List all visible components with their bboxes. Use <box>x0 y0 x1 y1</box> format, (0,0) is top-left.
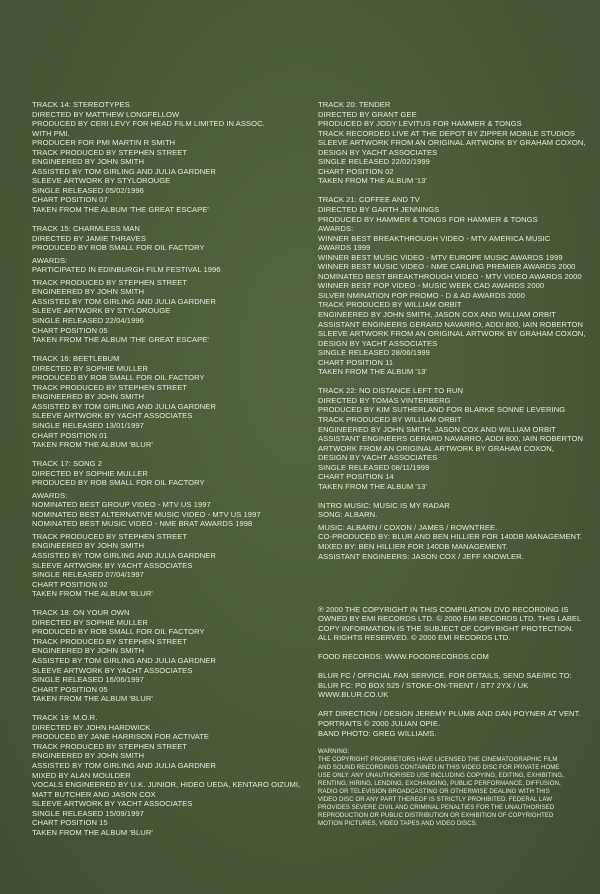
credit-line: TRACK PRODUCED BY STEPHEN STREET <box>32 147 188 157</box>
credit-line: TAKEN FROM THE ALBUM 'BLUR' <box>32 827 153 837</box>
credit-line: ASSISTED BY TOM GIRLING AND JULIA GARDNER <box>32 551 216 561</box>
credit-line: PROVIDES SEVERE CIVIL AND CRIMINAL PENALTIES FOR THE UNAUTHORISED <box>318 804 555 812</box>
legal-info-block <box>318 605 588 643</box>
credit-line: DIRECTED BY SOPHIE MULLER <box>32 363 148 373</box>
credit-line: DIRECTED BY MATTHEW LONGFELLOW <box>32 109 180 119</box>
credit-line: TAKEN FROM THE ALBUM 'THE GREAT ESCAPE' <box>32 205 209 215</box>
credit-line: RENTING, HIRING, LENDING, EXCHANGING, PUBLIC PERFORMANCE, DIFFUSION, <box>318 780 561 787</box>
credit-line: TRACK 22: NO DISTANCE LEFT TO RUN <box>318 386 463 396</box>
credit-line: ENGINEERED BY JOHN SMITH, JASON COX AND WILLIAM ORBIT <box>318 424 556 434</box>
credit-line: THE COPYRIGHT PROPRIETORS HAVE LICENSED THE CINEMATOGRAPHIC FILM <box>318 755 558 763</box>
credit-line: TRACK 21: COFFEE AND TV <box>318 195 420 205</box>
credit-line: CHART POSITION 15 <box>32 818 108 828</box>
credit-line: SINGLE RELEASED 13/01/1997 <box>32 420 144 430</box>
credit-line: TRACK PRODUCED BY STEPHEN STREET <box>32 741 188 751</box>
credit-line: WWW.BLUR.CO.UK <box>318 690 389 700</box>
track-credit-block <box>32 608 294 703</box>
track-credit-block <box>32 224 294 345</box>
credit-line: TRACK 19: M.O.R. <box>32 713 98 723</box>
credit-line: DIRECTED BY GARTH JENNINGS <box>318 204 440 214</box>
credit-line: NOMINATED BEST BREAKTHROUGH VIDEO - MTV VIDEO AWARDS 2000 <box>318 271 582 281</box>
credit-line: OWNED BY EMI RECORDS LTD. © 2000 EMI RECORDS LTD. THIS LABEL <box>318 614 582 624</box>
credit-line: TRACK PRODUCED BY WILLIAM ORBIT <box>318 300 462 310</box>
credit-line: TAKEN FROM THE ALBUM 'THE GREAT ESCAPE' <box>32 335 209 345</box>
credit-line: MIXED BY ALAN MOULDER <box>32 770 131 780</box>
legal-info-block <box>318 652 588 662</box>
credit-line: VIDEO DISC OR ANY PART THEREOF IS STRICTLY PROHIBITED. FEDERAL LAW <box>318 796 553 804</box>
credit-line: VOCALS ENGINEERED BY U.K. JUNIOR, HIDEO UEDA, KENTARO OIZUMI, <box>32 780 301 790</box>
credit-line: AWARDS: <box>32 255 68 265</box>
credit-line: ASSISTED BY TOM GIRLING AND JULIA GARDNER <box>32 401 216 411</box>
credit-line: TAKEN FROM THE ALBUM '13' <box>318 367 427 377</box>
credit-line: NOMINATED BEST ALTERNATIVE MUSIC VIDEO - MTV US 1997 <box>32 509 261 519</box>
credit-line: PRODUCED BY ROB SMALL FOR OIL FACTORY <box>32 373 205 383</box>
credit-line: TAKEN FROM THE ALBUM '13' <box>318 481 427 491</box>
credit-line: PRODUCED BY ROB SMALL FOR OIL FACTORY <box>32 478 205 488</box>
credit-line: CHART POSITION 05 <box>32 684 108 694</box>
credit-line: SINGLE RELEASED 15/09/1997 <box>32 808 144 818</box>
credit-line: PRODUCED BY CERI LEVY FOR HEAD FILM LIMITED IN ASSOC. <box>32 119 265 129</box>
credit-line: ALL RIGHTS RESERVED. © 2000 EMI RECORDS LTD. <box>318 633 511 643</box>
credit-line: DIRECTED BY SOPHIE MULLER <box>32 617 148 627</box>
credit-line: NOMINATED BEST GROUP VIDEO - MTV US 1997 <box>32 500 211 510</box>
track-credit-block <box>318 100 588 186</box>
credit-line: PARTICIPATED IN EDINBURGH FILM FESTIVAL 1996 <box>32 265 221 275</box>
credit-line: ARTWORK FROM AN ORIGINAL ARTWORK BY GRAHAM COXON, <box>318 443 554 453</box>
credit-line: ASSISTED BY TOM GIRLING AND JULIA GARDNER <box>32 655 216 665</box>
credit-line: TRACK PRODUCED BY STEPHEN STREET <box>32 382 188 392</box>
credit-line: DIRECTED BY JOHN HARDWICK <box>32 722 151 732</box>
credit-line: ENGINEERED BY JOHN SMITH <box>32 541 145 551</box>
credit-line: PORTRAITS © 2000 JULIAN OPIE. <box>318 719 441 729</box>
credit-line: PRODUCED BY ROB SMALL FOR OIL FACTORY <box>32 243 205 253</box>
credit-line: BLUR FC: PO BOX 525 / STOKE-ON-TRENT / ST7 2YX / UK <box>318 680 529 690</box>
credit-line: SLEEVE ARTWORK BY YACHT ASSOCIATES <box>32 560 193 570</box>
credit-line: TRACK PRODUCED BY STEPHEN STREET <box>32 277 188 287</box>
credit-line: CHART POSITION 02 <box>32 579 108 589</box>
track-credit-block <box>32 354 294 449</box>
copyright-warning <box>318 748 588 829</box>
credit-line: TRACK 20: TENDER <box>318 100 391 109</box>
credit-line: DESIGN BY YACHT ASSOCIATES <box>318 453 438 463</box>
credit-line: ℗ 2000 THE COPYRIGHT IN THIS COMPILATION DVD RECORDING IS <box>318 604 569 614</box>
track-credit-block <box>32 100 294 215</box>
credit-line: TRACK 15: CHARMLESS MAN <box>32 224 140 234</box>
credit-line: WINNER BEST BREAKTHROUGH VIDEO - MTV AMERICA MUSIC <box>318 233 551 243</box>
credit-line: CHART POSITION 14 <box>318 472 394 482</box>
legal-info-block <box>318 709 588 738</box>
credit-line: TRACK PRODUCED BY STEPHEN STREET <box>32 636 188 646</box>
credit-line: ART DIRECTION / DESIGN JEREMY PLUMB AND DAN POYNER AT VENT. <box>318 709 581 719</box>
credit-line: DIRECTED BY SOPHIE MULLER <box>32 468 148 478</box>
credit-line: INTRO MUSIC: MUSIC IS MY RADAR <box>318 500 450 510</box>
credit-line: ENGINEERED BY JOHN SMITH <box>32 392 145 402</box>
credit-line: PRODUCED BY HAMMER & TONGS FOR HAMMER & TONGS <box>318 214 538 224</box>
track-credit-block <box>32 459 294 599</box>
legal-info-block <box>318 671 588 700</box>
credit-line: SLEEVE ARTWORK FROM AN ORIGINAL ARTWORK BY GRAHAM COXON, <box>318 138 586 148</box>
credit-line: TRACK 17: SONG 2 <box>32 459 103 469</box>
credit-line: SONG: ALBARN. <box>318 510 378 520</box>
credit-line: PRODUCED BY JANE HARRISON FOR ACTIVATE <box>32 732 210 742</box>
credit-line: DIRECTED BY GRANT GEE <box>318 109 417 119</box>
credit-line: TAKEN FROM THE ALBUM 'BLUR' <box>32 440 153 450</box>
credit-line: WARNING: <box>318 747 350 755</box>
credit-line: MIXED BY: BEN HILLIER FOR 140DB MANAGEMENT. <box>318 542 508 552</box>
credit-line: AND SOUND RECORDINGS CONTAINED IN THIS VIDEO DISC FOR PRIVATE HOME <box>318 763 560 771</box>
credit-line: TRACK PRODUCED BY STEPHEN STREET <box>32 531 188 541</box>
credit-line: PRODUCED BY JODY LEVITUS FOR HAMMER & TONGS <box>318 119 522 129</box>
credit-line: TAKEN FROM THE ALBUM 'BLUR' <box>32 694 153 704</box>
credit-line: ASSISTANT ENGINEERS GERARD NAVARRO, ADDI 800, IAIN ROBERTON <box>318 319 583 329</box>
credit-line: ENGINEERED BY JOHN SMITH <box>32 751 145 761</box>
credit-line: CO-PRODUCED BY: BLUR AND BEN HILLIER FOR 140DB MANAGEMENT. <box>318 532 583 542</box>
credit-line: PRODUCED BY ROB SMALL FOR OIL FACTORY <box>32 627 205 637</box>
credit-line: MUSIC: ALBARN / COXON / JAMES / ROWNTREE. <box>318 522 498 532</box>
credit-line: PRODUCED BY KIM SUTHERLAND FOR BLARKE SONNE LEVERING <box>318 405 566 415</box>
credit-line: TRACK RECORDED LIVE AT THE DEPOT BY ZIPPER MOBILE STUDIOS <box>318 128 576 138</box>
credit-line: DIRECTED BY TOMAS VINTERBERG <box>318 395 451 405</box>
credit-line: ENGINEERED BY JOHN SMITH <box>32 157 145 167</box>
credit-line: WINNER BEST POP VIDEO - MUSIC WEEK CAD AWARDS 2000 <box>318 281 545 291</box>
credit-line: CHART POSITION 11 <box>318 357 394 367</box>
credit-line: ENGINEERED BY JOHN SMITH, JASON COX AND WILLIAM ORBIT <box>318 309 556 319</box>
credit-line: SINGLE RELEASED 16/06/1997 <box>32 675 144 685</box>
left-credits-column <box>32 100 301 847</box>
credit-line: ASSISTED BY TOM GIRLING AND JULIA GARDNER <box>32 760 216 770</box>
credit-line: RADIO OR TELEVISION BROADCASTING OR OTHERWISE DEALING WITH THIS <box>318 788 550 796</box>
credit-line: SINGLE RELEASED 28/06/1999 <box>318 348 430 358</box>
credit-line: ASSISTED BY TOM GIRLING AND JULIA GARDNER <box>32 166 216 176</box>
credit-line: DIRECTED BY JAMIE THRAVES <box>32 233 146 243</box>
credit-line: TRACK 16: BEETLEBUM <box>32 354 120 364</box>
credit-line: DESIGN BY YACHT ASSOCIATES <box>318 338 438 348</box>
credit-line: SINGLE RELEASED 22/02/1999 <box>318 157 430 167</box>
credit-line: REPRODUCTION OR PUBLIC DISTRIBUTION OR EXHIBITION OF COPYRIGHTED <box>318 812 554 820</box>
track-credit-block <box>318 386 588 491</box>
credit-line: BAND PHOTO: GREG WILLIAMS. <box>318 728 437 738</box>
credit-line: CHART POSITION 01 <box>32 430 108 440</box>
credit-line: SINGLE RELEASED 22/04/1996 <box>32 315 144 325</box>
credit-line: SLEEVE ARTWORK BY YACHT ASSOCIATES <box>32 799 193 809</box>
credit-line: ASSISTANT ENGINEERS: JASON COX / JEFF KNOWLER. <box>318 551 524 561</box>
credit-line: FOOD RECORDS: WWW.FOODRECORDS.COM <box>318 652 489 662</box>
track-credit-block <box>318 195 588 376</box>
credit-line: SINGLE RELEASED 05/02/1996 <box>32 185 144 195</box>
credit-line: USE ONLY. ANY UNAUTHORISED USE INCLUDING COPYING, EDITING, EXHIBITING, <box>318 771 564 779</box>
credit-line: WITH PMI. <box>32 128 70 138</box>
track-credit-block <box>318 501 588 561</box>
credit-line: ENGINEERED BY JOHN SMITH <box>32 287 145 297</box>
credit-line: BLUR FC / OFFICIAL FAN SERVICE. FOR DETAILS, SEND SAE/IRC TO: <box>318 671 572 681</box>
credit-line: CHART POSITION 05 <box>32 325 108 335</box>
credit-line: CHART POSITION 07 <box>32 195 108 205</box>
right-credits-column <box>318 100 588 838</box>
credit-line: SILVER NMINATION POP PROMO - D & AD AWARDS 2000 <box>318 290 525 300</box>
credit-line: SLEEVE ARTWORK FROM AN ORIGINAL ARTWORK BY GRAHAM COXON, <box>318 329 586 339</box>
credit-line: MOTION PICTURES, VIDEO TAPES AND VIDEO DISCS. <box>318 820 478 828</box>
credit-line: AWARDS 1999 <box>318 243 371 253</box>
credit-line: DESIGN BY YACHT ASSOCIATES <box>318 147 438 157</box>
credit-line: CHART POSITION 02 <box>318 166 394 176</box>
credit-line: SLEEVE ARTWORK BY YACHT ASSOCIATES <box>32 411 193 421</box>
credit-line: ASSISTANT ENGINEERS GERARD NAVARRO, ADDI 800, IAIN ROBERTON <box>318 434 583 444</box>
credit-line: AWARDS: <box>318 224 354 234</box>
credit-line: SINGLE RELEASED 07/04/1997 <box>32 570 144 580</box>
credit-line: COPY INFORMATION IS THE SUBJECT OF COPYRIGHT PROTECTION. <box>318 623 574 633</box>
credit-line: SLEEVE ARTWORK BY STYLOROUGE <box>32 306 171 316</box>
track-credit-block <box>32 713 301 837</box>
credit-line: SLEEVE ARTWORK BY YACHT ASSOCIATES <box>32 665 193 675</box>
credit-line: SINGLE RELEASED 08/11/1999 <box>318 462 430 472</box>
credit-line: TRACK PRODUCED BY WILLIAM ORBIT <box>318 414 462 424</box>
credit-line: TRACK 14: STEREOTYPES <box>32 100 130 109</box>
credit-line: WINNER BEST MUSIC VIDEO - NME CARLING PREMIER AWARDS 2000 <box>318 262 576 272</box>
credit-line: WINNER BEST MUSIC VIDEO - MTV EUROPE MUSIC AWARDS 1999 <box>318 252 563 262</box>
credit-line: SLEEVE ARTWORK BY STYLOROUGE <box>32 176 171 186</box>
credit-line: NOMINATED BEST MUSIC VIDEO - NME BRAT AWARDS 1998 <box>32 519 253 529</box>
credit-line: ASSISTED BY TOM GIRLING AND JULIA GARDNER <box>32 296 216 306</box>
credit-line: AWARDS: <box>32 490 68 500</box>
credit-line: TAKEN FROM THE ALBUM '13' <box>318 176 427 186</box>
credit-line: PRODUCER FOR PMI MARTIN R SMITH <box>32 138 176 148</box>
section-spacer <box>318 571 588 605</box>
credit-line: TRACK 18: ON YOUR OWN <box>32 608 130 618</box>
credit-line: ENGINEERED BY JOHN SMITH <box>32 646 145 656</box>
credit-line: TAKEN FROM THE ALBUM 'BLUR' <box>32 589 153 599</box>
credit-line: MATT BUTCHER AND JASON COX <box>32 789 156 799</box>
